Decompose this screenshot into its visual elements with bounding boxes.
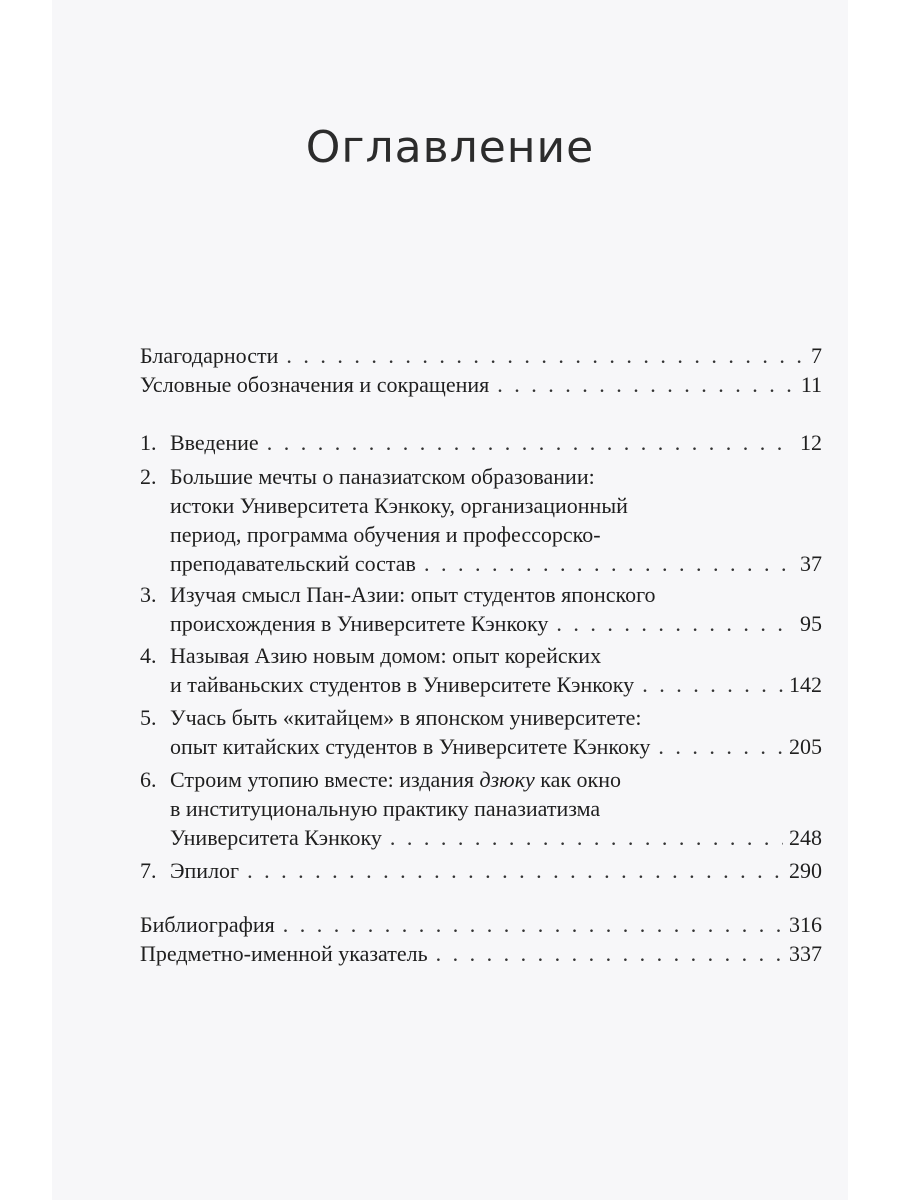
toc-entry-chapter-1[interactable] — [140, 428, 822, 457]
toc-entry-chapter-2[interactable] — [140, 462, 822, 578]
toc-entry-label-line: Большие мечты о паназиатском образовании: — [170, 464, 595, 489]
toc-entry-label: Эпилог — [170, 858, 240, 883]
toc-page-number: 142 — [789, 672, 822, 697]
toc-chapters-section — [140, 428, 822, 457]
dot-leader — [283, 910, 783, 939]
toc-entry-label-line: период, программа обучения и профессорско- — [170, 522, 601, 547]
toc-page-number: 290 — [789, 858, 822, 883]
chapter-number: 2. — [140, 464, 157, 489]
toc-entry-label-line: истоки Университета Кэнкоку, организационный — [170, 493, 628, 518]
toc-entry-chapter-6[interactable] — [140, 765, 822, 852]
chapter-number: 6. — [140, 767, 157, 792]
toc-entry-label: Условные обозначения и сокращения — [140, 372, 490, 397]
toc-chapter-7-block — [140, 856, 822, 885]
toc-page-number: 248 — [789, 825, 822, 850]
toc-entry-label-line: Называя Азию новым домом: опыт корейских — [170, 643, 602, 668]
toc-entry-label-line: Изучая смысл Пан-Азии: опыт студентов японского — [170, 582, 656, 607]
toc-entry-label-line: преподавательский состав — [170, 551, 416, 576]
page-title: Оглавление — [305, 122, 595, 173]
dot-leader — [286, 341, 805, 370]
toc-entry-label-line: опыт китайских студентов в Университете Кэнкоку — [170, 734, 651, 759]
toc-page-number: 7 — [811, 343, 822, 368]
toc-entry-bibliography[interactable] — [140, 910, 822, 939]
toc-page-number: 12 — [800, 430, 822, 455]
dot-leader — [642, 670, 783, 699]
toc-page-number: 337 — [789, 941, 822, 966]
toc-page-number: 316 — [789, 912, 822, 937]
chapter-number: 7. — [140, 858, 157, 883]
toc-back-section — [140, 910, 822, 968]
dot-leader — [556, 609, 794, 638]
dot-leader — [390, 823, 783, 852]
toc-chapter-3-block — [140, 580, 822, 638]
dot-leader — [247, 856, 783, 885]
dot-leader — [424, 549, 794, 578]
toc-entry-acknowledgements[interactable] — [140, 341, 822, 370]
toc-entry-label-line: Учась быть «китайцем» в японском университете: — [170, 705, 642, 730]
toc-page-number: 37 — [800, 551, 822, 576]
toc-front-section — [140, 341, 822, 399]
toc-page-number: 205 — [789, 734, 822, 759]
chapter-number: 5. — [140, 705, 157, 730]
chapter-number: 4. — [140, 643, 157, 668]
toc-entry-chapter-3[interactable] — [140, 580, 822, 638]
toc-chapter-5-block — [140, 703, 822, 761]
toc-entry-chapter-7[interactable] — [140, 856, 822, 885]
toc-entry-text: Строим утопию вместе: издания — [170, 767, 480, 792]
dot-leader — [436, 939, 783, 968]
toc-page-number: 11 — [800, 372, 822, 397]
dot-leader — [497, 370, 795, 399]
toc-chapter-2-block — [140, 462, 822, 578]
toc-entry-label: Библиография — [140, 912, 275, 937]
chapter-number: 3. — [140, 582, 157, 607]
toc-entry-label-line: происхождения в Университете Кэнкоку — [170, 611, 549, 636]
toc-chapter-4-block — [140, 641, 822, 699]
toc-entry-text: как окно — [534, 767, 622, 792]
book-page — [52, 0, 848, 1200]
toc-entry-label: Введение — [170, 430, 259, 455]
dot-leader — [267, 428, 794, 457]
toc-entry-label-line: и тайваньских студентов в Университете Кэнкоку — [170, 672, 635, 697]
toc-chapter-6-block — [140, 765, 822, 852]
toc-page-number: 95 — [800, 611, 822, 636]
toc-entry-italic-term: дзюку — [479, 767, 535, 792]
toc-entry-label: Благодарности — [140, 343, 279, 368]
toc-entry-chapter-4[interactable] — [140, 641, 822, 699]
toc-entry-index[interactable] — [140, 939, 822, 968]
chapter-number: 1. — [140, 430, 157, 455]
toc-entry-label-line — [170, 765, 822, 794]
toc-entry-label-line: Университета Кэнкоку — [170, 825, 382, 850]
dot-leader — [658, 732, 783, 761]
toc-entry-chapter-5[interactable] — [140, 703, 822, 761]
toc-entry-abbreviations[interactable] — [140, 370, 822, 399]
toc-entry-label: Предметно-именной указатель — [140, 941, 428, 966]
toc-entry-label-line: в институциональную практику паназиатизма — [170, 796, 601, 821]
